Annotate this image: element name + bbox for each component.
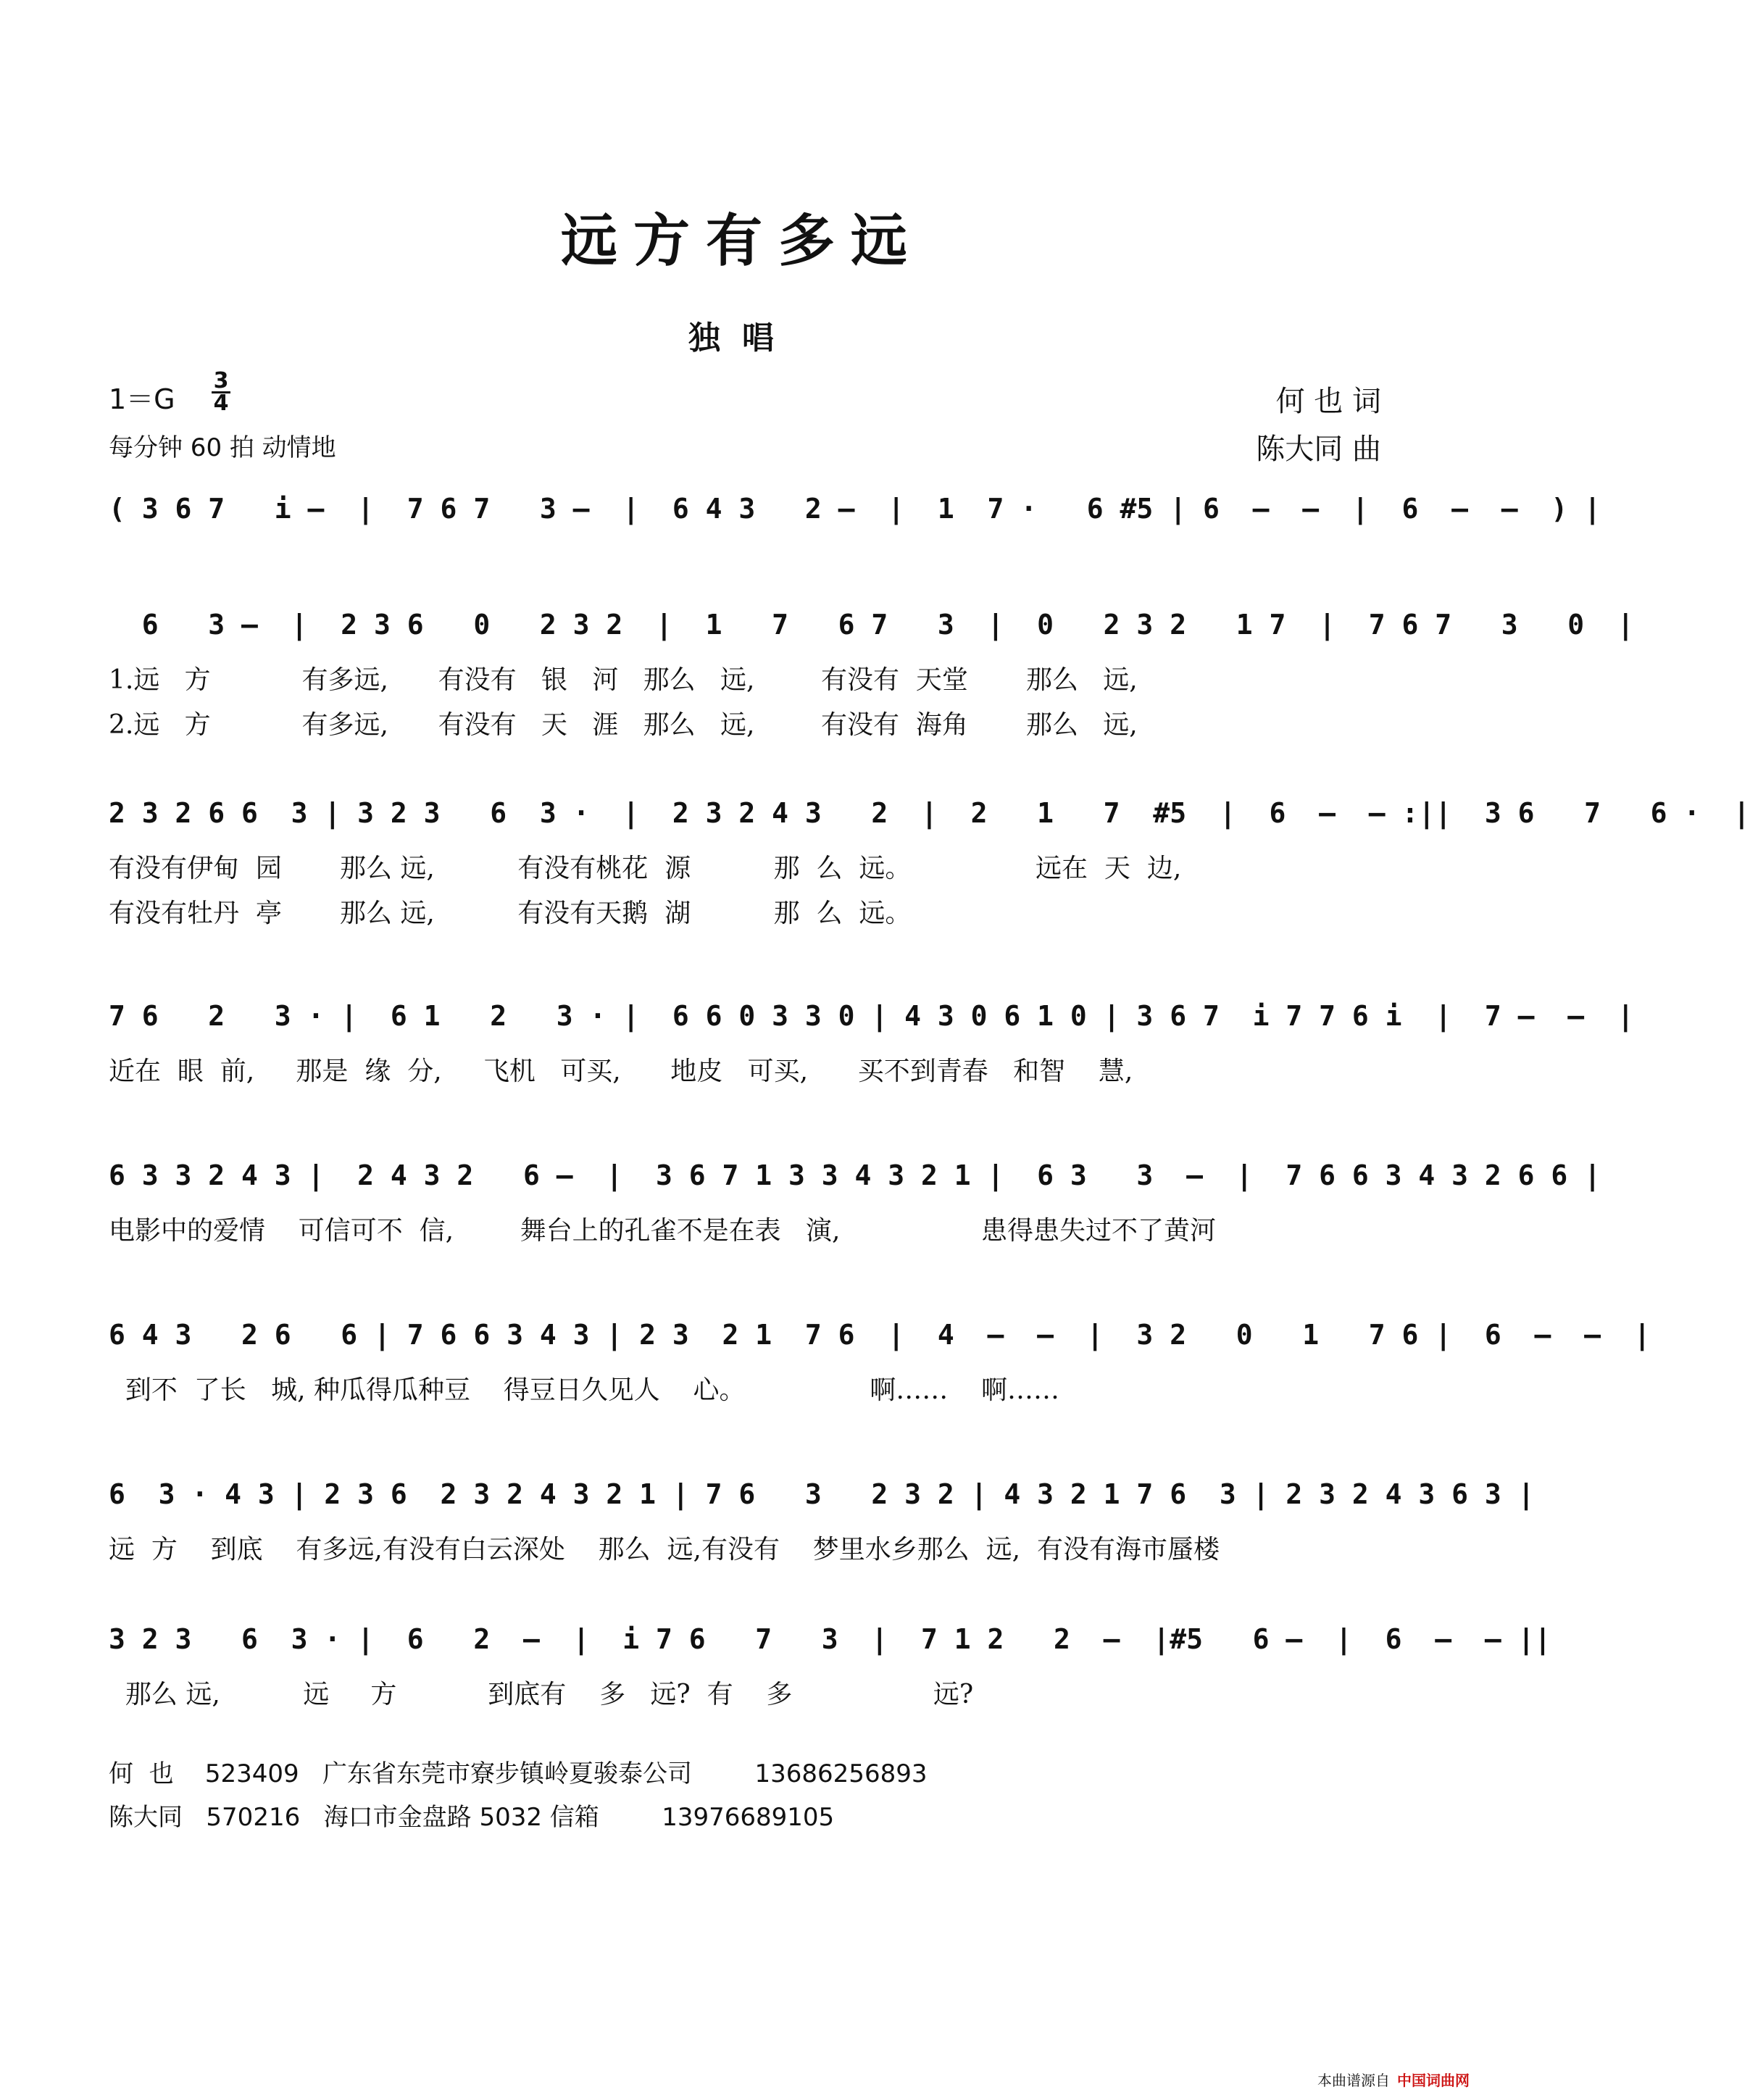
tempo-marking: 每分钟 60 拍 动情地: [109, 433, 336, 462]
composer-credit: 陈大同 曲: [1256, 433, 1381, 466]
lyric-line: 2.远 方 有多远, 有没有 天 涯 那么 远, 有没有 海角 那么 远,: [109, 710, 1138, 740]
lyric-line: 远 方 到底 有多远,有没有白云深处 那么 远,有没有 梦里水乡那么 远, 有没有海市蜃楼: [109, 1535, 1220, 1564]
notation-line: 3 2 3 6 3 · | 6 2 – | i 7 6 7 3 | 7 1 2 2 – |#5 6 – | 6 – – ||: [109, 1623, 1551, 1655]
lyric-line: 有没有伊甸 园 那么 远, 有没有桃花 源 那 么 远。 远在 天 边,: [109, 854, 1182, 883]
notation-line: 7 6 2 3 · | 6 1 2 3 · | 6 6 0 3 3 0 | 4 3 0 6 1 0 | 3 6 7 i 7 7 6 i | 7 – – |: [109, 1000, 1634, 1032]
page-title: 远方有多远: [560, 208, 923, 274]
notation-line: 6 3 · 4 3 | 2 3 6 2 3 2 4 3 2 1 | 7 6 3 2 3 2 | 4 3 2 1 7 6 3 | 2 3 2 4 3 6 3 |: [109, 1478, 1535, 1510]
notation-line: 2 3 2 6 6 3 | 3 2 3 6 3 · | 2 3 2 4 3 2 | 2 1 7 #5 | 6 – – :|| 3 6 7 6 · |: [109, 797, 1750, 829]
time-signature-bottom: 4: [213, 391, 229, 416]
lyric-line: 那么 远, 远 方 到底有 多 远? 有 多 远?: [109, 1680, 974, 1709]
lyric-line: 电影中的爱情 可信可不 信, 舞台上的孔雀不是在表 演, 患得患失过不了黄河: [109, 1216, 1216, 1246]
footer-site-name: 中国词曲网: [1397, 2072, 1470, 2089]
lyric-line: 到不 了长 城, 种瓜得瓜种豆 得豆日久见人 心。 啊…… 啊……: [109, 1375, 1059, 1405]
lyric-line: 近在 眼 前, 那是 缘 分, 飞机 可买, 地皮 可买, 买不到青春 和智 慧,: [109, 1057, 1133, 1086]
key-signature: 1＝G: [109, 383, 175, 415]
time-signature: [212, 368, 230, 416]
source-footer: [1317, 2069, 1470, 2090]
contact-line-composer: 陈大同 570216 海口市金盘路 5032 信箱 13976689105: [109, 1803, 835, 1832]
lyricist-credit: 何 也 词: [1275, 385, 1381, 418]
contact-line-lyricist: 何 也 523409 广东省东莞市寮步镇岭夏骏泰公司 13686256893: [109, 1759, 928, 1788]
notation-line: 6 3 – | 2 3 6 0 2 3 2 | 1 7 6 7 3 | 0 2 3 2 1 7 | 7 6 7 3 0 |: [109, 609, 1634, 641]
notation-line: 6 3 3 2 4 3 | 2 4 3 2 6 – | 3 6 7 1 3 3 4 3 2 1 | 6 3 3 – | 7 6 6 3 4 3 2 6 6 |: [109, 1159, 1601, 1191]
lyric-line: 有没有牡丹 亭 那么 远, 有没有天鹅 湖 那 么 远。: [109, 899, 912, 928]
notation-line: 6 4 3 2 6 6 | 7 6 6 3 4 3 | 2 3 2 1 7 6 | 4 – – | 3 2 0 1 7 6 | 6 – – |: [109, 1319, 1651, 1351]
time-signature-top: 3: [212, 371, 230, 393]
lyric-line: 1.远 方 有多远, 有没有 银 河 那么 远, 有没有 天堂 那么 远,: [109, 665, 1138, 695]
notation-line: ( 3 6 7 i – | 7 6 7 3 – | 6 4 3 2 – | 1 7 · 6 #5 | 6 – – | 6 – – ) |: [109, 493, 1601, 525]
page-subtitle: 独唱: [688, 320, 796, 357]
footer-source-label: 本曲谱源自: [1317, 2072, 1390, 2089]
